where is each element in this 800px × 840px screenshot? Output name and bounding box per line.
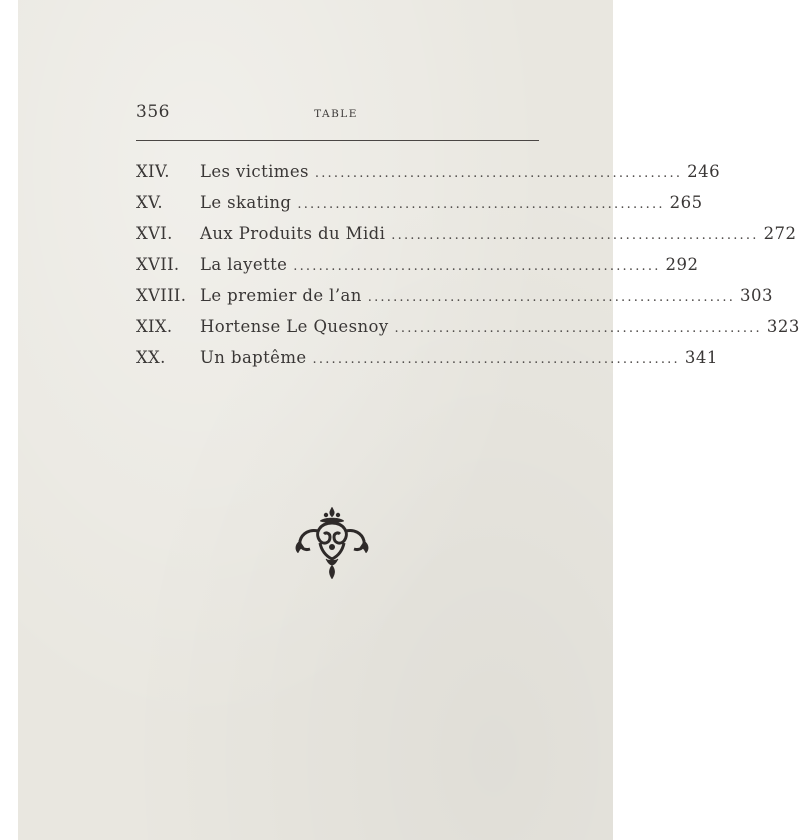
toc-entry xyxy=(136,317,800,348)
toc-dot-leader: .......................................................... xyxy=(312,352,680,367)
toc-entry-title: Un baptême xyxy=(200,348,307,367)
toc-entry-numeral: XVIII. xyxy=(136,286,187,305)
toc-entry-numeral: XIX. xyxy=(136,317,173,336)
toc-dot-leader: .......................................................... xyxy=(367,290,736,305)
toc-entry-page: 341 xyxy=(684,348,718,367)
toc-entry-page: 265 xyxy=(669,193,703,212)
toc-entry-title: Les victimes xyxy=(200,162,309,181)
fleuron-ornament-icon xyxy=(290,503,374,587)
toc-entry xyxy=(136,193,703,224)
page-header xyxy=(136,100,536,130)
toc-entry-page: 292 xyxy=(665,255,699,274)
toc-entry-numeral: XVI. xyxy=(136,224,173,243)
toc-entry xyxy=(136,286,774,317)
page-number: 356 xyxy=(136,102,170,122)
toc-entry-title: La layette xyxy=(200,255,288,274)
toc-dot-leader: .......................................................... xyxy=(394,321,762,336)
toc-entry xyxy=(136,255,699,286)
running-title: TABLE xyxy=(314,108,358,120)
toc-entry xyxy=(136,348,718,379)
toc-entry-numeral: XVII. xyxy=(136,255,180,274)
toc-entry xyxy=(136,162,721,193)
table-of-contents xyxy=(136,162,800,379)
toc-dot-leader: .......................................................... xyxy=(314,166,683,181)
toc-dot-leader: .......................................................... xyxy=(293,259,661,274)
toc-entry xyxy=(136,224,797,255)
toc-entry-numeral: XIV. xyxy=(136,162,170,181)
toc-entry-numeral: XV. xyxy=(136,193,163,212)
book-page xyxy=(18,0,800,840)
toc-entry-title: Aux Produits du Midi xyxy=(200,224,386,243)
toc-entry-page: 272 xyxy=(763,224,797,243)
toc-entry-page: 323 xyxy=(766,317,800,336)
toc-dot-leader: .......................................................... xyxy=(297,197,665,212)
toc-entry-page: 246 xyxy=(687,162,721,181)
toc-entry-page: 303 xyxy=(740,286,774,305)
toc-entry-numeral: XX. xyxy=(136,348,166,367)
header-rule xyxy=(136,140,539,141)
toc-entry-title: Hortense Le Quesnoy xyxy=(200,317,389,336)
toc-entry-title: Le skating xyxy=(200,193,292,212)
toc-dot-leader: .......................................................... xyxy=(391,228,759,243)
toc-entry-title: Le premier de l’an xyxy=(200,286,362,305)
